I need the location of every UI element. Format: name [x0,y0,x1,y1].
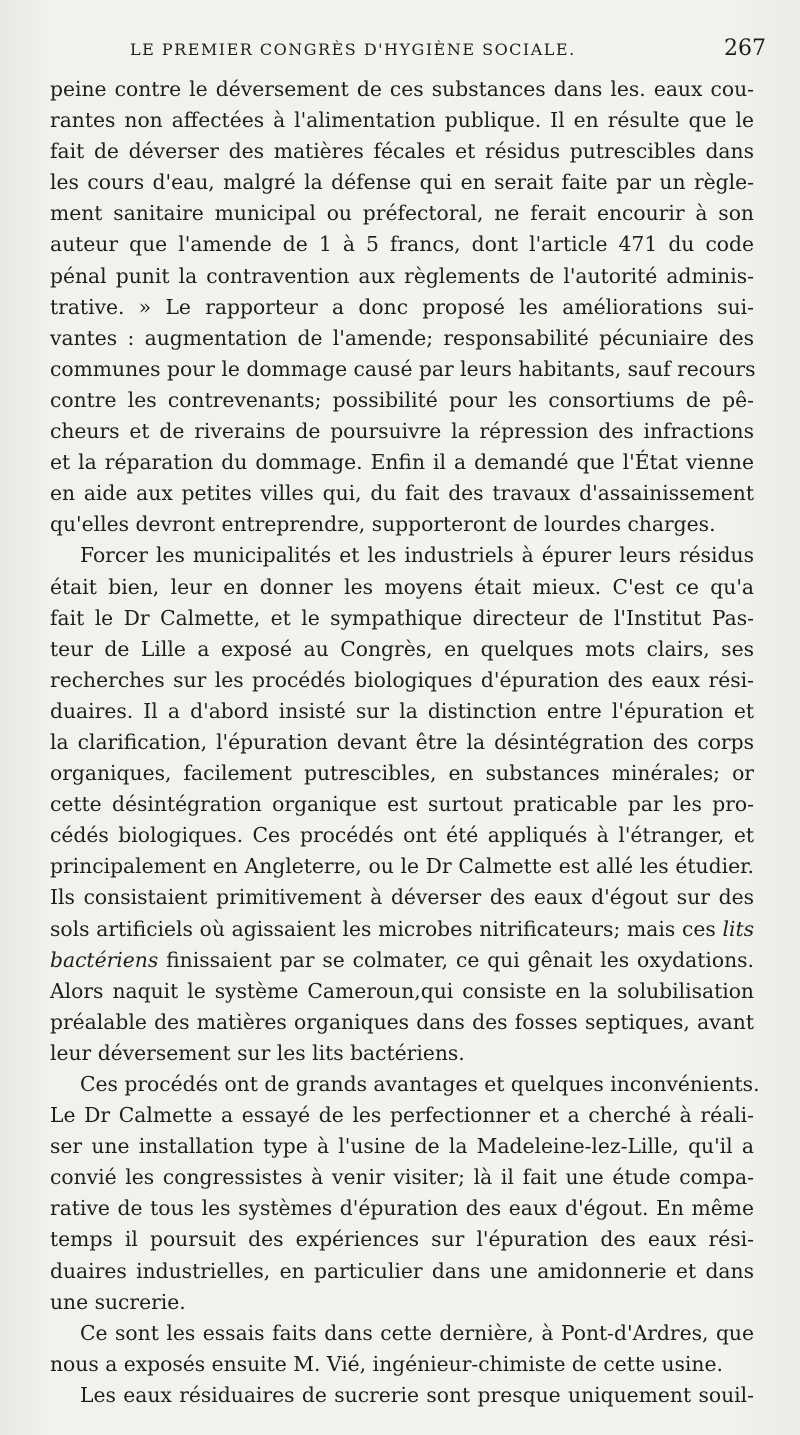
text-line: Alors naquit le système Cameroun,qui consiste en la solubilisation [50,978,754,1003]
text-line: fait de déverser des matières fécales et résidus putrescibles dans [50,139,754,164]
text-line: une sucrerie. [50,1289,186,1314]
text-line: et la réparation du dommage. Enfin il a demandé que l'État vienne [50,450,754,475]
text-line: auteur que l'amende de 1 à 5 francs, dont l'article 471 du code [50,232,754,257]
text-line: Le Dr Calmette a essayé de les perfectionner et a cherché à réali- [50,1103,754,1128]
text-line: vantes : augmentation de l'amende; responsabilité pécuniaire des [50,325,754,350]
text-line: rantes non affectées à l'alimentation publique. Il en résulte que le [50,108,754,133]
text-line: les cours d'eau, malgré la défense qui en serait faite par un règle- [50,170,754,195]
text-line: était bien, leur en donner les moyens était mieux. C'est ce qu'a [50,574,754,599]
text-segment: finissaient par se colmater, ce qui gênait les oxydations. [158,947,754,972]
paragraph-start-line: Les eaux résiduaires de sucrerie sont presque uniquement souil- [80,1382,754,1407]
text-line: qu'elles devront entreprendre, supporteront de lourdes charges. [50,512,716,537]
text-line: duaires. Il a d'abord insisté sur la distinction entre l'épuration et [50,698,754,723]
text-line: nous a exposés ensuite M. Vié, ingénieur-chimiste de cette usine. [50,1351,723,1376]
text-line: peine contre le déversement de ces substances dans les. eaux cou- [50,77,754,101]
text-line: convié les congressistes à venir visiter; là il fait une étude compa- [50,1165,754,1190]
running-title: LE PREMIER CONGRÈS D'HYGIÈNE SOCIALE. [130,40,576,59]
text-line: contre les contrevenants; possibilité pour les consortiums de pê- [50,387,754,412]
text-segment: sols artificiels où agissaient les microbes nitrificateurs; mais ces [50,916,716,941]
text-line: préalable des matières organiques dans des fosses septiques, avant [50,1009,754,1034]
text-line: trative. » Le rapporteur a donc proposé les améliorations sui- [50,294,754,319]
text-line: organiques, facilement putrescibles, en substances minérales; or [50,761,754,786]
text-line: leur déversement sur les lits bactériens. [50,1040,465,1065]
paragraph-start-line: Ce sont les essais faits dans cette dernière, à Pont-d'Ardres, que [80,1320,754,1345]
text-line: en aide aux petites villes qui, du fait des travaux d'assainissement [50,481,754,506]
text-line: Ils consistaient primitivement à déverser des eaux d'égout sur des [50,885,754,910]
text-line: duaires industrielles, en particulier dans une amidonnerie et dans [50,1258,754,1283]
italic-term: lits [722,916,754,941]
text-line: fait le Dr Calmette, et le sympathique directeur de l'Institut Pas- [50,605,754,630]
text-line: rative de tous les systèmes d'épuration des eaux d'égout. En même [50,1196,754,1221]
text-line-with-italic [50,914,754,945]
text-line: temps il poursuit des expériences sur l'épuration des eaux rési- [50,1227,754,1252]
text-line-with-italic [50,945,754,976]
text-line: communes pour le dommage causé par leurs habitants, sauf recours [50,356,756,381]
text-line: recherches sur les procédés biologiques d'épuration des eaux rési- [50,667,754,692]
paragraph-start-line: Ces procédés ont de grands avantages et quelques inconvénients. [80,1072,760,1096]
text-line: pénal punit la contravention aux règlements de l'autorité adminis- [50,263,754,288]
text-line: cette désintégration organique est surtout praticable par les pro- [50,792,754,817]
text-line: teur de Lille a exposé au Congrès, en quelques mots clairs, ses [50,636,754,661]
text-line: ment sanitaire municipal ou préfectoral, ne ferait encourir à son [50,201,754,226]
text-line: cheurs et de riverains de poursuivre la répression des infractions [50,419,754,444]
body-text [50,74,760,1411]
text-line: principalement en Angleterre, ou le Dr Calmette est allé les étudier. [50,854,754,879]
text-line: ser une installation type à l'usine de la Madeleine-lez-Lille, qu'il a [50,1134,754,1159]
paragraph-start-line: Forcer les municipalités et les industriels à épurer leurs résidus [80,543,754,568]
page-number: 267 [724,36,766,61]
text-line: cédés biologiques. Ces procédés ont été appliqués à l'étranger, et [50,823,754,848]
text-line: la clarification, l'épuration devant être la désintégration des corps [50,729,754,754]
italic-term: bactériens [50,947,159,972]
page-header [0,36,800,76]
